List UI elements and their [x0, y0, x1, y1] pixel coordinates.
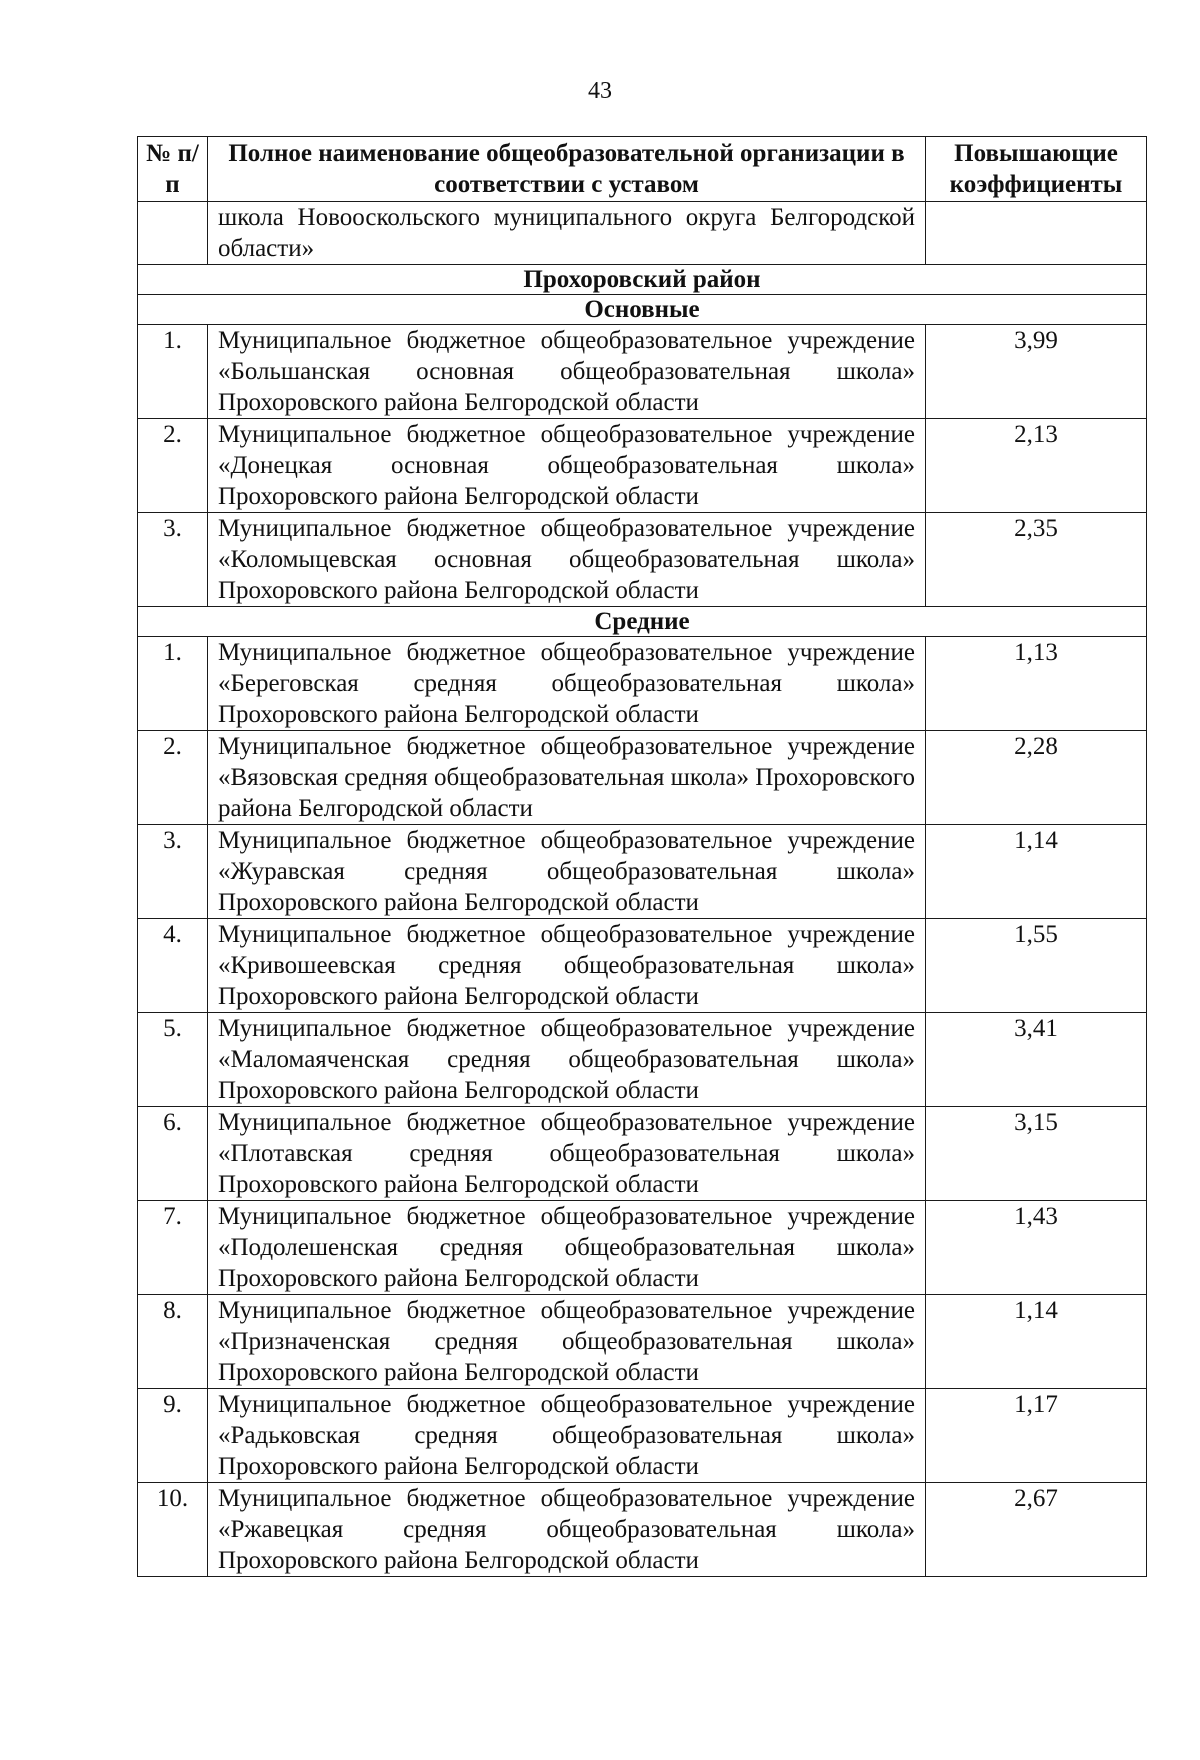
- row-coef: 2,28: [926, 731, 1147, 825]
- table-row: [138, 1013, 1147, 1107]
- schools-coefficients-table: [137, 136, 1147, 1577]
- row-num: 10.: [138, 1483, 208, 1577]
- row-num: 2.: [138, 731, 208, 825]
- header-coef: Повышающие коэффициенты: [926, 137, 1147, 202]
- row-name: Муниципальное бюджетное общеобразовательное учреждение «Большанская основная общеобразовательная школа» Прохоровского района Белгородской области: [208, 325, 926, 419]
- row-coef: 1,43: [926, 1201, 1147, 1295]
- row-name: Муниципальное бюджетное общеобразовательное учреждение «Плотавская средняя общеобразовательная школа» Прохоровского района Белгородской области: [208, 1107, 926, 1201]
- row-coef: 1,55: [926, 919, 1147, 1013]
- row-num: 3.: [138, 825, 208, 919]
- table-row: [138, 1483, 1147, 1577]
- row-name: Муниципальное бюджетное общеобразовательное учреждение «Радьковская средняя общеобразовательная школа» Прохоровского района Белгородской области: [208, 1389, 926, 1483]
- row-name: Муниципальное бюджетное общеобразовательное учреждение «Коломыцевская основная общеобразовательная школа» Прохоровского района Белгородской области: [208, 513, 926, 607]
- row-num: 3.: [138, 513, 208, 607]
- row-coef: 1,14: [926, 825, 1147, 919]
- row-name: Муниципальное бюджетное общеобразовательное учреждение «Кривошеевская средняя общеобразовательная школа» Прохоровского района Белгородской области: [208, 919, 926, 1013]
- section-row: [138, 607, 1147, 637]
- continuation-row: [138, 202, 1147, 265]
- header-num: № п/п: [138, 137, 208, 202]
- table-row: [138, 637, 1147, 731]
- row-coef: 1,13: [926, 637, 1147, 731]
- row-num: 7.: [138, 1201, 208, 1295]
- table-header-row: [138, 137, 1147, 202]
- row-coef: 3,99: [926, 325, 1147, 419]
- district-row: [138, 265, 1147, 295]
- header-name: Полное наименование общеобразовательной организации в соответствии с уставом: [208, 137, 926, 202]
- table-row: [138, 325, 1147, 419]
- row-num: 2.: [138, 419, 208, 513]
- row-num: 8.: [138, 1295, 208, 1389]
- row-num: 9.: [138, 1389, 208, 1483]
- table-body: [138, 202, 1147, 1577]
- row-name: Муниципальное бюджетное общеобразовательное учреждение «Призначенская средняя общеобразовательная школа» Прохоровского района Белгородской области: [208, 1295, 926, 1389]
- row-name: Муниципальное бюджетное общеобразовательное учреждение «Вязовская средняя общеобразовательная школа» Прохоровского района Белгородской области: [208, 731, 926, 825]
- table-row: [138, 419, 1147, 513]
- row-num: 4.: [138, 919, 208, 1013]
- table-row: [138, 1389, 1147, 1483]
- page-number: 43: [588, 78, 612, 104]
- row-coef: 2,67: [926, 1483, 1147, 1577]
- row-name: Муниципальное бюджетное общеобразовательное учреждение «Подолешенская средняя общеобразовательная школа» Прохоровского района Белгородской области: [208, 1201, 926, 1295]
- row-num: 1.: [138, 637, 208, 731]
- table-row: [138, 513, 1147, 607]
- row-num: 6.: [138, 1107, 208, 1201]
- row-coef: [926, 202, 1147, 265]
- row-coef: 2,35: [926, 513, 1147, 607]
- row-coef: 1,17: [926, 1389, 1147, 1483]
- row-name: Муниципальное бюджетное общеобразовательное учреждение «Маломаяченская средняя общеобразовательная школа» Прохоровского района Белгородской области: [208, 1013, 926, 1107]
- row-coef: 1,14: [926, 1295, 1147, 1389]
- table-row: [138, 1201, 1147, 1295]
- table-row: [138, 825, 1147, 919]
- row-name: школа Новооскольского муниципального округа Белгородской области»: [208, 202, 926, 265]
- section-title: Средние: [138, 607, 1147, 637]
- row-coef: 3,15: [926, 1107, 1147, 1201]
- row-name: Муниципальное бюджетное общеобразовательное учреждение «Журавская средняя общеобразовательная школа» Прохоровского района Белгородской области: [208, 825, 926, 919]
- district-title: Прохоровский район: [138, 265, 1147, 295]
- row-coef: 3,41: [926, 1013, 1147, 1107]
- table-row: [138, 731, 1147, 825]
- table-row: [138, 1107, 1147, 1201]
- row-num: [138, 202, 208, 265]
- table-row: [138, 919, 1147, 1013]
- row-name: Муниципальное бюджетное общеобразовательное учреждение «Ржавецкая средняя общеобразовательная школа» Прохоровского района Белгородской области: [208, 1483, 926, 1577]
- row-num: 5.: [138, 1013, 208, 1107]
- section-row: [138, 295, 1147, 325]
- row-name: Муниципальное бюджетное общеобразовательное учреждение «Береговская средняя общеобразовательная школа» Прохоровского района Белгородской области: [208, 637, 926, 731]
- row-num: 1.: [138, 325, 208, 419]
- table-row: [138, 1295, 1147, 1389]
- section-title: Основные: [138, 295, 1147, 325]
- row-coef: 2,13: [926, 419, 1147, 513]
- row-name: Муниципальное бюджетное общеобразовательное учреждение «Донецкая основная общеобразовательная школа» Прохоровского района Белгородской области: [208, 419, 926, 513]
